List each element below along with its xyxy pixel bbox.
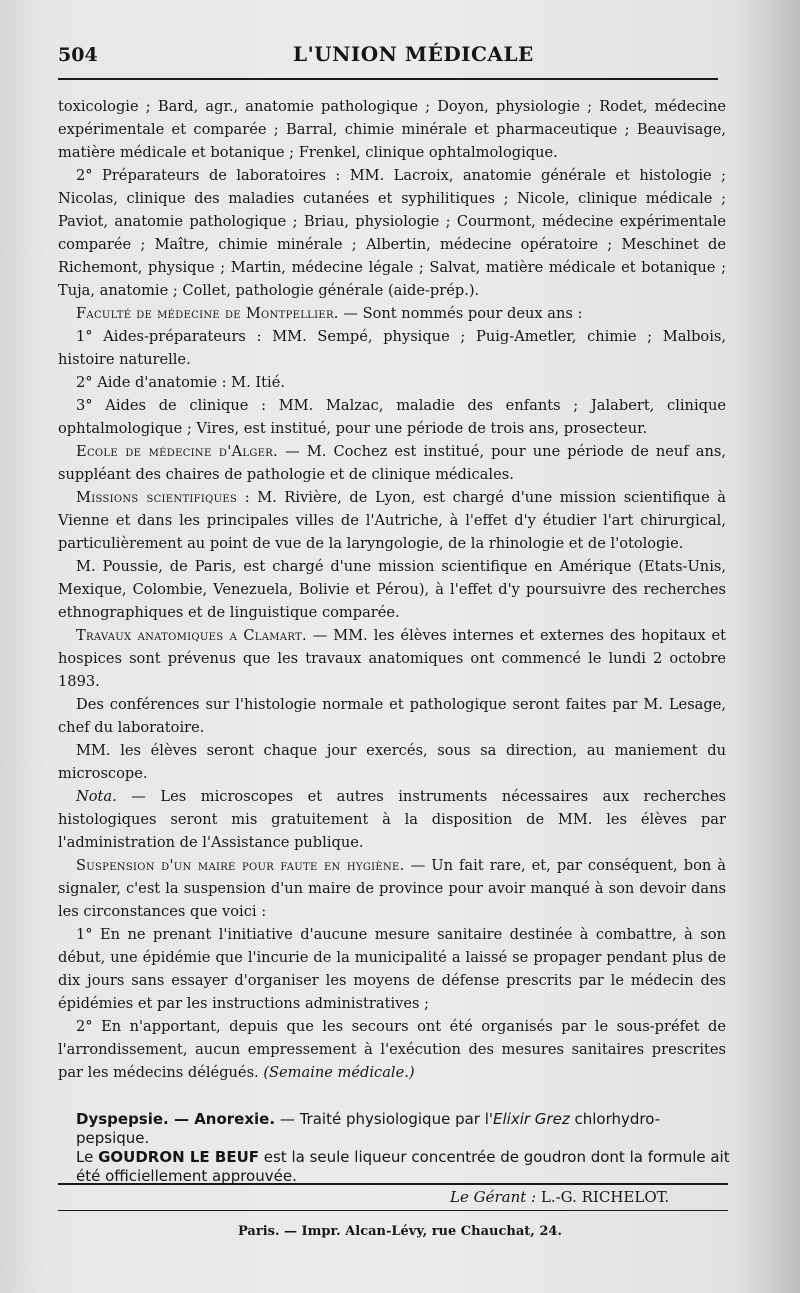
section-text: — Sont nommés pour deux ans : (338, 305, 583, 322)
printer-line: Paris. — Impr. Alcan-Lévy, rue Chauchat, 24. (238, 1224, 562, 1239)
section-text: — Un fait rare, et, par conséquent, bon à signaler, c'est la suspension d'un maire de province pour avoir manqué à son devoir dans les circonstances que voici : (58, 857, 726, 920)
gerant-signature (450, 1188, 669, 1206)
ad-product: Elixir Grez (493, 1110, 570, 1128)
paragraph-text: 2° En n'apportant, depuis que les secours ont été organisés par le sous-préfet de l'arrondissement, aucun empressement à l'exécution des mesures sanitaires prescrites par les médecins délégués. (58, 1018, 726, 1081)
ad-elixir (76, 1110, 730, 1148)
paragraph: M. Poussie, de Paris, est chargé d'une mission scientifique en Amérique (Etats-Unis, Mexique, Colombie, Venezuela, Bolivie et Pérou), à l'effet d'y poursuivre des recherches ethnographiques et de linguistique comparée. (58, 558, 726, 621)
paragraph: toxicologie ; Bard, agr., anatomie pathologique ; Doyon, physiologie ; Rodet, médecine expérimentale et comparée ; Barral, chimie minérale et pharmaceutique ; Beauvisage, matière médicale et botanique ; Frenkel, clinique ophtalmologique. (58, 98, 726, 161)
section-paragraph (58, 785, 726, 854)
section-paragraph (58, 486, 726, 555)
section-paragraph (58, 854, 726, 923)
paragraph: MM. les élèves seront chaque jour exercés, sous sa direction, au maniement du microscope. (58, 742, 726, 782)
header-rule (58, 78, 718, 80)
ad-lead: Le (76, 1148, 99, 1166)
paragraph: Des conférences sur l'histologie normale et pathologique seront faites par M. Lesage, chef du laboratoire. (58, 696, 726, 736)
ad-tail: chlorhydro-pepsique. (76, 1110, 661, 1147)
page-header (58, 32, 728, 72)
section-text: — Les microscopes et autres instruments nécessaires aux recherches histologiques seront mis gratuitement à la disposition de MM. les élèves par l'administration de l'Assistance publique. (58, 788, 726, 851)
ad-goudron (76, 1148, 730, 1186)
gerant-name: L.-G. RICHELOT. (536, 1188, 670, 1206)
ad-text: — Traité physiologique par l' (275, 1110, 494, 1128)
section-heading: Suspension d'un maire pour faute en hygiène. (76, 857, 405, 874)
footer-rule-thin (58, 1210, 728, 1211)
section-paragraph (58, 440, 726, 486)
source-citation: (Semaine médicale.) (263, 1064, 415, 1081)
section-heading: Travaux anatomiques a Clamart. (76, 627, 307, 644)
journal-title: L'UNION MÉDICALE (293, 42, 534, 66)
page-number: 504 (58, 44, 98, 66)
paragraph: 2° Aide d'anatomie : M. Itié. (76, 374, 285, 391)
section-paragraph (58, 302, 726, 325)
footer-rule (58, 1183, 728, 1185)
advertisements (76, 1110, 730, 1186)
section-heading: Ecole de médecine d'Alger. (76, 443, 278, 460)
section-heading: Faculté de médecine de Montpellier. (76, 305, 339, 322)
gerant-label: Le Gérant : (450, 1188, 537, 1206)
section-text: : M. Rivière, de Lyon, est chargé d'une mission scientifique à Vienne et dans les principales villes de l'Autriche, à l'effet d'y étudier l'art chirurgical, particulièrement au point de vue de la laryngologie, de la rhinologie et de l'otologie. (58, 489, 726, 552)
section-heading: Missions scientifiques (76, 489, 238, 506)
paragraph: 2° Préparateurs de laboratoires : MM. Lacroix, anatomie générale et histologie ; Nicolas, clinique des maladies cutanées et syphilitiques ; Nicole, clinique médicale ; Paviot, anatomie pathologique ; Briau, physiologie ; Courmont, médecine expérimentale comparée ; Maître, chimie minérale ; Albertin, médecine opératoire ; Meschinet de Richemont, physique ; Martin, médecine légale ; Salvat, matière médicale et botanique ; Tuja, anatomie ; Collet, pathologie générale (aide-prép.). (58, 167, 726, 299)
section-paragraph (58, 624, 726, 693)
paragraph: 1° En ne prenant l'initiative d'aucune mesure sanitaire destinée à combattre, à son début, une épidémie que l'incurie de la municipalité a laissé se propager pendant plus de dix jours sans essayer d'organiser les moyens de défense prescrits par le médecin des épidémies et par les instructions administratives ; (58, 926, 726, 1012)
nota-label: Nota. (76, 788, 117, 805)
ad-text: est la seule liqueur concentrée de goudron dont la formule ait été officiellement approuvée. (76, 1148, 730, 1185)
ad-brand: Dyspepsie. — Anorexie. (76, 1110, 276, 1128)
section-text: — MM. les élèves internes et externes des hopitaux et hospices sont prévenus que les travaux anatomiques ont commencé le lundi 2 octobre 1893. (58, 627, 726, 690)
section-text: — M. Cochez est institué, pour une période de neuf ans, suppléant des chaires de pathologie et de clinique médicales. (58, 443, 726, 483)
ad-brand: GOUDRON LE BEUF (98, 1148, 259, 1166)
article-body (58, 95, 726, 1084)
paragraph (58, 1015, 726, 1084)
paragraph: 3° Aides de clinique : MM. Malzac, maladie des enfants ; Jalabert, clinique ophtalmologique ; Vires, est institué, pour une période de trois ans, prosecteur. (58, 397, 726, 437)
paragraph: 1° Aides-préparateurs : MM. Sempé, physique ; Puig-Ametler, chimie ; Malbois, histoire naturelle. (58, 328, 726, 368)
